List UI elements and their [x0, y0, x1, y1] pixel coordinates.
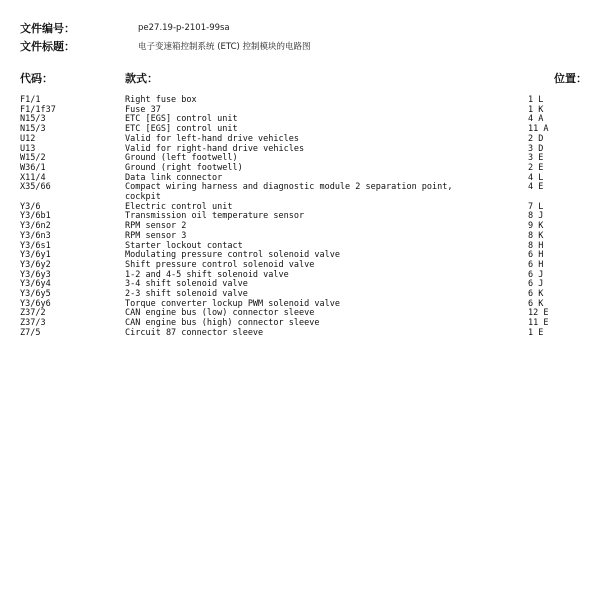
component-position: 8 J — [528, 211, 544, 222]
component-description: 2-3 shift solenoid valve — [125, 289, 248, 300]
column-header-position: 位置： — [554, 72, 587, 85]
component-code: F1/1 — [20, 95, 41, 105]
component-code: Y3/6y1 — [20, 250, 51, 261]
component-description: Starter lockout contact — [125, 240, 243, 251]
table-row — [20, 145, 590, 155]
component-code: Y3/6y4 — [20, 279, 51, 290]
table-row — [20, 115, 590, 125]
table-row — [20, 154, 590, 164]
component-description: ETC [EGS] control unit — [125, 114, 238, 125]
document-meta — [20, 19, 311, 55]
component-code: X11/4 — [20, 172, 46, 183]
table-row — [20, 203, 590, 213]
component-position: 6 K — [528, 289, 544, 300]
component-code: X35/66 — [20, 182, 51, 193]
file-title-value: 电子变速箱控制系统 (ETC) 控制模块的电路图 — [138, 42, 311, 52]
component-table — [20, 96, 590, 339]
table-row — [20, 106, 590, 116]
component-description: ETC [EGS] control unit — [125, 124, 238, 135]
component-code: Y3/6s1 — [20, 240, 51, 251]
component-position: 9 K — [528, 221, 544, 232]
component-position: 1 E — [528, 327, 544, 338]
component-position: 1 L — [528, 95, 544, 105]
component-code: Y3/6y6 — [20, 298, 51, 309]
table-row — [20, 135, 590, 145]
component-description: 3-4 shift solenoid valve — [125, 279, 248, 290]
component-position: 4 L — [528, 172, 544, 183]
component-position: 8 K — [528, 230, 544, 241]
component-description: Circuit 87 connector sleeve — [125, 327, 264, 338]
component-description: Torque converter lockup PWM solenoid valve — [125, 298, 340, 309]
component-position: 8 H — [528, 240, 544, 251]
component-description: Modulating pressure control solenoid valve — [125, 250, 340, 261]
table-row — [20, 212, 590, 222]
component-description: Valid for left-hand drive vehicles — [125, 133, 299, 144]
component-code: U12 — [20, 133, 36, 144]
component-position: 6 K — [528, 298, 544, 309]
table-row — [20, 261, 590, 271]
component-code: Z7/5 — [20, 327, 41, 338]
component-description: Shift pressure control solenoid valve — [125, 259, 315, 270]
component-code: W15/2 — [20, 153, 46, 164]
component-code: Y3/6b1 — [20, 211, 51, 222]
component-code: Y3/6n3 — [20, 230, 51, 241]
file-number-row — [20, 19, 311, 37]
table-row — [20, 164, 590, 174]
component-position: 6 H — [528, 259, 544, 270]
table-row — [20, 232, 590, 242]
component-code: Y3/6y2 — [20, 259, 51, 270]
table-row — [20, 319, 590, 329]
component-description: Transmission oil temperature sensor — [125, 211, 305, 222]
component-description: CAN engine bus (high) connector sleeve — [125, 318, 320, 329]
component-position: 4 A — [528, 114, 544, 125]
component-position: 7 L — [528, 201, 544, 212]
component-description: Valid for right-hand drive vehicles — [125, 143, 305, 154]
component-position: 2 D — [528, 133, 544, 144]
component-code: Y3/6y3 — [20, 269, 51, 280]
file-title-row — [20, 37, 311, 55]
component-code: Y3/6y5 — [20, 289, 51, 300]
component-description: Data link connector — [125, 172, 223, 183]
component-position: 6 H — [528, 250, 544, 261]
component-description: RPM sensor 2 — [125, 221, 187, 232]
component-position: 12 E — [528, 308, 549, 319]
component-code: F1/1f37 — [20, 104, 56, 115]
table-row — [20, 125, 590, 135]
component-description: Ground (left footwell) — [125, 153, 238, 164]
component-code: Z37/2 — [20, 308, 46, 319]
component-position: 2 E — [528, 162, 544, 173]
component-position: 1 K — [528, 104, 544, 115]
table-row — [20, 96, 590, 106]
component-description: Electric control unit — [125, 201, 233, 212]
file-number-label: 文件编号： — [20, 22, 75, 35]
component-code: N15/3 — [20, 124, 46, 135]
component-description: Right fuse box — [125, 95, 197, 105]
component-code: N15/3 — [20, 114, 46, 125]
component-description: Fuse 37 — [125, 104, 161, 115]
table-row — [20, 183, 590, 202]
component-description: Ground (right footwell) — [125, 162, 243, 173]
component-position: 6 J — [528, 279, 544, 290]
component-description: CAN engine bus (low) connector sleeve — [125, 308, 315, 319]
component-description: RPM sensor 3 — [125, 230, 187, 241]
file-title-label: 文件标题： — [20, 40, 75, 53]
component-code: Y3/6 — [20, 201, 41, 212]
table-row — [20, 280, 590, 290]
table-row — [20, 222, 590, 232]
component-code: U13 — [20, 143, 36, 154]
component-code: Z37/3 — [20, 318, 46, 329]
component-position: 11 A — [528, 124, 549, 135]
component-code: Y3/6n2 — [20, 221, 51, 232]
column-header-code: 代码： — [20, 72, 53, 85]
component-position: 11 E — [528, 318, 549, 329]
component-position: 3 E — [528, 153, 544, 164]
component-position: 6 J — [528, 269, 544, 280]
component-position: 3 D — [528, 143, 544, 154]
column-header-description: 款式： — [125, 72, 158, 85]
component-description: 1-2 and 4-5 shift solenoid valve — [125, 269, 289, 280]
component-description: Compact wiring harness and diagnostic module 2 separation point, cockpit — [125, 182, 453, 203]
file-number-value: pe27.19-p-2101-99sa — [138, 23, 230, 33]
table-row — [20, 271, 590, 281]
component-position: 4 E — [528, 182, 544, 193]
component-code: W36/1 — [20, 162, 46, 173]
table-row — [20, 329, 590, 339]
